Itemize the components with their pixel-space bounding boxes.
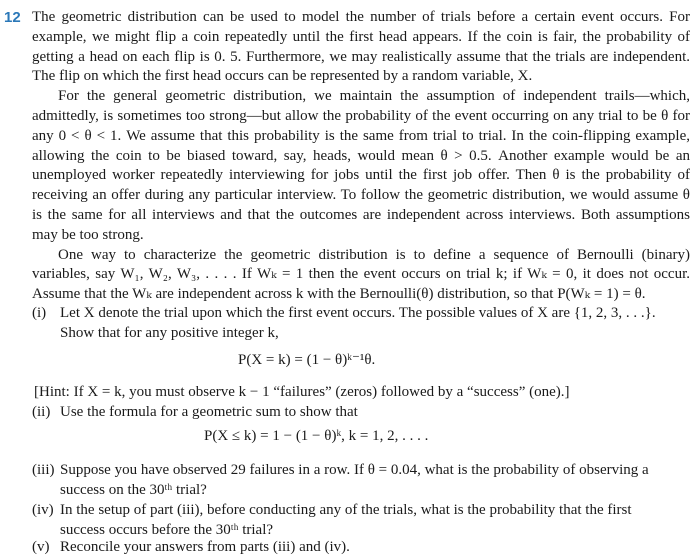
- paragraph-intro: The geometric distribution can be used to model the number of trials before a certain event occurs. For example, we might flip a coin repeatedly until the first head appears. If the coin is fair, the probability of getting a head on each flip is 0. 5. Furthermore, we may realistically assume that the trials are independent. The flip on which the first head occurs can be represented by a random variable, X.: [32, 9, 690, 85]
- paragraph-general-geometric: For the general geometric distribution, we maintain the assumption of independent trails—which, admittedly, is sometimes too strong—but allow the probability of the event occurring on any trial to be θ for any 0 < θ < 1. We assume that this probability is the same from trial to trial. In the coin-flipping example, allowing the coin to be biased toward, say, heads, would mean θ > 0.5. Another example would be an unemployed worker repeatedly interviewing for jobs until the first job offer. Then θ is the probability of receiving an offer during any particular interview. To follow the geometric distribution, we would assume θ is the same for all interviews and that the outcomes are independent across interviews. Both assumptions may be too strong.: [32, 88, 690, 243]
- part-iv-label: (iv): [32, 502, 54, 518]
- hint-text: [Hint: If X = k, you must observe k − 1 “failures” (zeros) followed by a “success” (one).]: [34, 384, 570, 400]
- part-ii-label: (ii): [32, 404, 51, 420]
- part-i-label: (i): [32, 305, 47, 321]
- part-ii-text: Use the formula for a geometric sum to show that: [60, 404, 358, 420]
- equation-pmf: P(X = k) = (1 − θ)ᵏ⁻¹θ.: [238, 352, 376, 368]
- problem-number: 12: [4, 9, 21, 26]
- equation-cdf: P(X ≤ k) = 1 − (1 − θ)ᵏ, k = 1, 2, . . . .: [204, 428, 429, 444]
- problem-text: [32, 8, 690, 305]
- part-i-text: Let X denote the trial upon which the first event occurs. The possible values of X are {1, 2, 3, . . .}. Show that for any positive integer k,: [60, 305, 656, 341]
- paragraph-bernoulli: One way to characterize the geometric distribution is to define a sequence of Bernoulli (binary) variables, say W₁, W₂, W₃, . . . . If Wₖ = 1 then the event occurs on trial k; if Wₖ = 0, it does not occur. Assume that the Wₖ are independent across k with the Bernoulli(θ) distribution, so that P(Wₖ = 1) = θ.: [32, 246, 690, 303]
- part-iii-text: Suppose you have observed 29 failures in a row. If θ = 0.04, what is the probability of observing a success on the 30ᵗʰ trial?: [60, 462, 649, 498]
- part-v-label: (v): [32, 539, 50, 555]
- part-iv-text: In the setup of part (iii), before conducting any of the trials, what is the probability that the first success occurs before the 30ᵗʰ trial?: [60, 502, 632, 538]
- part-iii-label: (iii): [32, 462, 55, 478]
- part-v-text: Reconcile your answers from parts (iii) and (iv).: [60, 539, 350, 555]
